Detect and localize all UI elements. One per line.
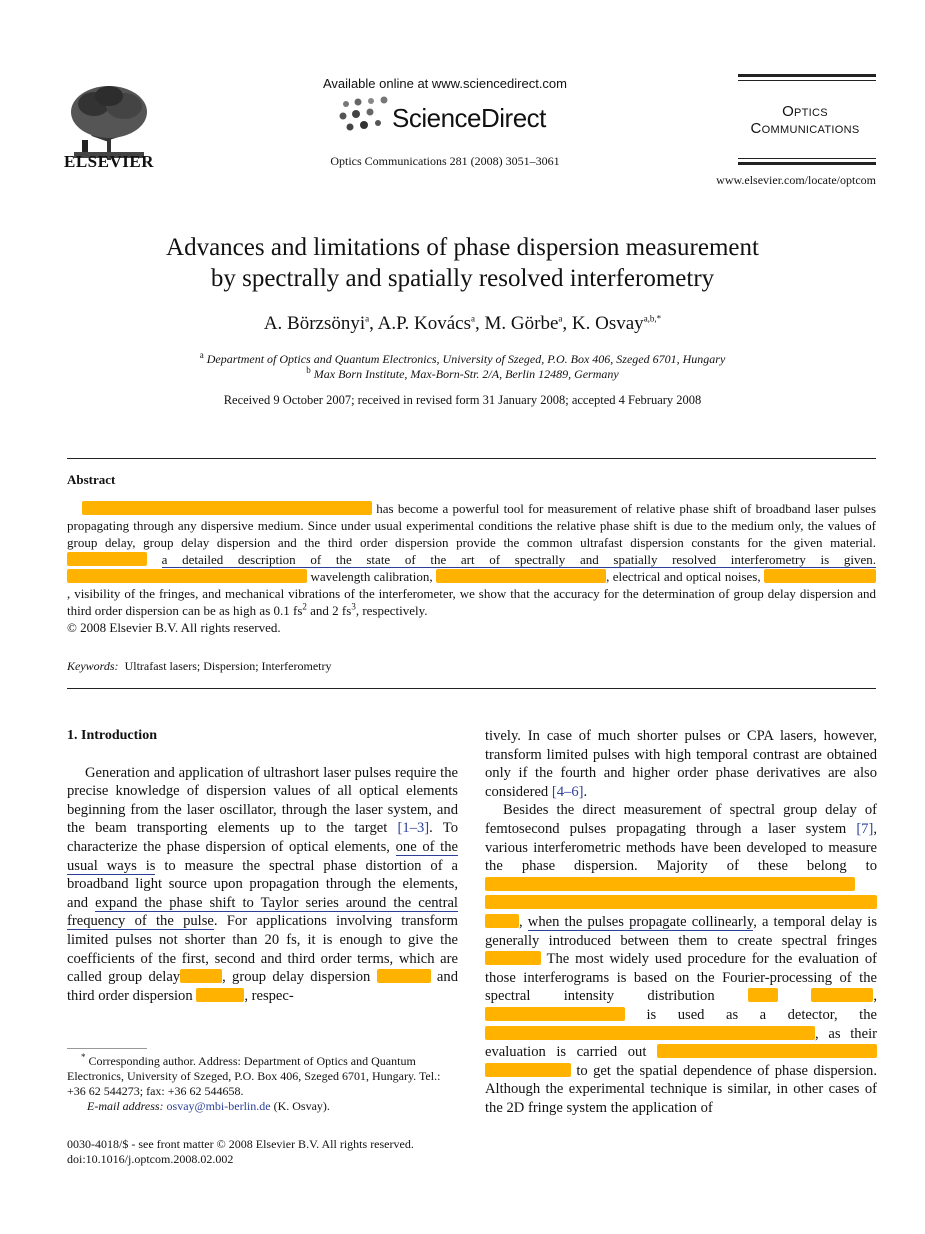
author-affil-sup: a: [471, 313, 476, 324]
publisher-name: ELSEVIER: [64, 152, 154, 171]
body-text: .: [583, 783, 588, 800]
sciencedirect-wordmark: ScienceDirect: [392, 103, 546, 133]
body-text: Besides the direct measurement of spectral group delay of femtosecond pulses propagating through a laser system: [485, 802, 877, 837]
highlight-redaction: [485, 951, 541, 965]
intro-paragraph: [67, 764, 458, 1006]
footnote-rule: [67, 1048, 147, 1049]
keywords-text: Ultrafast lasers; Dispersion; Interferometry: [124, 659, 332, 673]
journal-top-rule: [738, 74, 876, 77]
highlight-redaction: [764, 569, 876, 583]
highlight-redaction: [82, 501, 372, 515]
superscript: 3: [351, 601, 356, 612]
journal-url[interactable]: www.elsevier.com/locate/optcom: [716, 173, 876, 187]
underlined-text: when the pulses propagate collinearly: [527, 913, 754, 930]
left-column: [67, 727, 458, 1005]
highlight-redaction: [485, 914, 519, 928]
body-text: , as their evaluation is carried out: [485, 1025, 877, 1061]
body-text: to measure the spectral phase distortion of a broadband light source upon propagation through the elements, and: [67, 857, 458, 911]
footnote-text: Corresponding author. Address: Department of Optics and Quantum Electronics, University of Szeged, P.O. Box 406, Szeged 6701, Hungary. Tel.: +36 62 544273; fax: +36 62 544658.: [67, 1054, 441, 1098]
affiliations: $^a$ Department of Optics and Quantum Electronics, University of Szeged, P.O. Box 406, Szeged 6701, Hungary $^b$ Max Born Institute, Max-Born-Str. 2/A, Berlin 12489, Germany: [199, 350, 726, 381]
author-name: A.P. Kovács: [377, 313, 472, 334]
abstract-text: wavelength calibration,: [310, 569, 433, 584]
body-text: The most widely used procedure for the evaluation of those interferograms is based on the Fourier-processing of the spectral intensity distribution: [485, 951, 878, 1005]
footnote-mark: *: [81, 1052, 86, 1062]
abstract-bottom-rule: [67, 688, 876, 689]
body-text: . For applications involving transform limited pulses not shorter than 20 fs, it is enough to give the coefficients of the first, second and third order terms, which are called group delay: [67, 913, 459, 986]
author-list: A. Börzsönyi$^a$, A.P. Kovács$^a$, M. Görbe$^a$, K. Osvay$^{a,b,*}$: [263, 313, 662, 334]
abstract-top-rule: [67, 458, 876, 459]
highlight-redaction: [377, 969, 431, 983]
journal-title-line2: Communications: [750, 120, 860, 137]
journal-citation: Optics Communications 281 (2008) 3051–3061: [330, 154, 560, 168]
body-text: Generation and application of ultrashort laser pulses require the precise knowledge of dispersion values of all optical elements beginning from the laser oscillator, through the laser system, and the beam transporting elements up to the target: [67, 764, 458, 837]
underlined-text: a detailed description of the state of the art of spectrally and spatially resolved interferometry is given.: [161, 552, 877, 567]
right-paragraph: Besides the direct measurement of spectral group delay of femtosecond pulses propagating through a laser system [7], various interferometric methods have been developed to measure the phase dispersion. Majority of these belong to , when the pulses propagate collinearly, a temporal delay is generally introduced between them to create spectral fringes The most widely used procedure for the evaluation of those interferograms is based on the Fourier-processing of the spectral intensity distribution , is used as a detector, the , as their evaluation is carried out to get the spatial dependence of phase dispersion. Although the experimental technique is similar, in other cases of the 2D fringe system the application of: [485, 802, 878, 1116]
abstract-text: and 2 fs: [306, 603, 352, 618]
abstract-text: , respectively.: [355, 603, 428, 618]
author-affil-sup: a: [365, 313, 370, 324]
highlight-redaction: [485, 1063, 571, 1077]
citation-link[interactable]: [4–6]: [551, 783, 584, 800]
abstract-text: , electrical and optical noises,: [606, 569, 761, 584]
body-text: tively. In case of much shorter pulses or CPA lasers, however, transform limited pulses with high temporal contrast are obtained only if the fourth and higher order phase derivatives are also considered: [485, 728, 877, 800]
author-affil-sup: a,b,*: [643, 313, 662, 324]
highlight-redaction: [180, 969, 222, 983]
author-affil-sup: a: [558, 313, 563, 324]
email-label: E-mail address:: [87, 1099, 164, 1113]
section-heading: 1. Introduction: [67, 728, 157, 743]
abstract-text: has become a powerful tool for measurement of relative phase shift of broadband laser pulses propagating through any dispersive medium. Since under usual experimental conditions the relative phase shift is due to the medium only, the values of group delay, group delay dispersion and the third order dispersion provide the common ultrafast dispersion constants for the given material.: [67, 501, 877, 550]
journal-bottom-rule: [738, 162, 876, 165]
affiliation-a: Department of Optics and Quantum Electronics, University of Szeged, P.O. Box 406, Szeged 6701, Hungary: [206, 352, 726, 366]
author-name: A. Börzsönyi: [263, 313, 366, 334]
journal-title: [730, 103, 880, 137]
highlight-redaction: [67, 569, 307, 583]
affiliation-b: Max Born Institute, Max-Born-Str. 2/A, Berlin 12489, Germany: [313, 367, 619, 381]
front-matter: [67, 1137, 487, 1167]
keywords-label: Keywords:: [67, 659, 119, 673]
email-suffix: (K. Osvay).: [273, 1099, 330, 1113]
footnote: [67, 1054, 458, 1114]
journal-title-line1: Optics: [782, 103, 828, 120]
highlight-redaction: [657, 1044, 877, 1058]
body-text: , group delay dispersion: [222, 969, 371, 986]
highlight-redaction: [436, 569, 606, 583]
title-line-2: by spectrally and spatially resolved interferometry: [210, 265, 715, 292]
body-text: . To characterize the phase dispersion of optical elements,: [67, 820, 458, 855]
highlight-redaction: [811, 988, 873, 1002]
body-text: to get the spatial dependence of phase dispersion. Although the experimental technique is similar, in other cases of the 2D fringe system the application of: [485, 1062, 877, 1116]
keywords: [67, 659, 332, 674]
highlight-redaction: [67, 552, 147, 566]
body-text: is used as a detector, the: [646, 1006, 877, 1023]
body-text: and third order dispersion: [67, 969, 458, 1004]
right-column: [485, 727, 877, 1117]
body-text: , a temporal delay is generally introduced between them to create spectral fringes: [485, 913, 878, 949]
journal-top-rule-thin: [738, 80, 876, 81]
highlight-redaction: [485, 1007, 625, 1021]
title-line-1: Advances and limitations of phase dispersion measurement: [166, 234, 759, 261]
body-text: , respec-: [244, 987, 294, 1004]
highlight-redaction: [748, 988, 778, 1002]
highlight-redaction: [485, 1026, 815, 1040]
author-name: K. Osvay: [571, 313, 644, 334]
received-dates: Received 9 October 2007; received in revised form 31 January 2008; accepted 4 February 2008: [223, 393, 702, 407]
abstract-heading: Abstract: [67, 472, 116, 487]
highlight-redaction: [485, 877, 855, 891]
right-paragraph: [485, 727, 877, 801]
article-title: [60, 232, 865, 294]
underlined-text: expand the phase shift to Taylor series around the central frequency of the pulse: [67, 894, 458, 930]
copyright: © 2008 Elsevier B.V. All rights reserved.: [67, 620, 281, 635]
citation-link[interactable]: [7]: [856, 820, 874, 837]
available-online-text: Available online at www.sciencedirect.com: [323, 76, 567, 91]
superscript: 2: [302, 601, 307, 612]
abstract-body: [67, 500, 876, 636]
author-name: M. Görbe: [484, 313, 559, 334]
abstract-text: , visibility of the fringes, and mechanical vibrations of the interferometer, we show that the accuracy for the determination of group delay dispersion and third order dispersion can be as high as 0.1 fs: [67, 586, 876, 618]
highlight-redaction: [485, 895, 877, 909]
highlight-redaction: [196, 988, 244, 1002]
doi-line: doi:10.1016/j.optcom.2008.02.002: [67, 1152, 234, 1166]
body-text: , various interferometric methods have been developed to measure the phase dispersion. Majority of these belong to: [485, 820, 877, 875]
journal-bottom-rule-thin: [738, 158, 876, 159]
email-link[interactable]: osvay@mbi-berlin.de: [166, 1099, 271, 1113]
underlined-text: one of the usual ways is: [67, 838, 458, 874]
issn-line: 0030-4018/$ - see front matter © 2008 Elsevier B.V. All rights reserved.: [67, 1137, 414, 1151]
citation-link[interactable]: [1–3]: [397, 820, 430, 837]
